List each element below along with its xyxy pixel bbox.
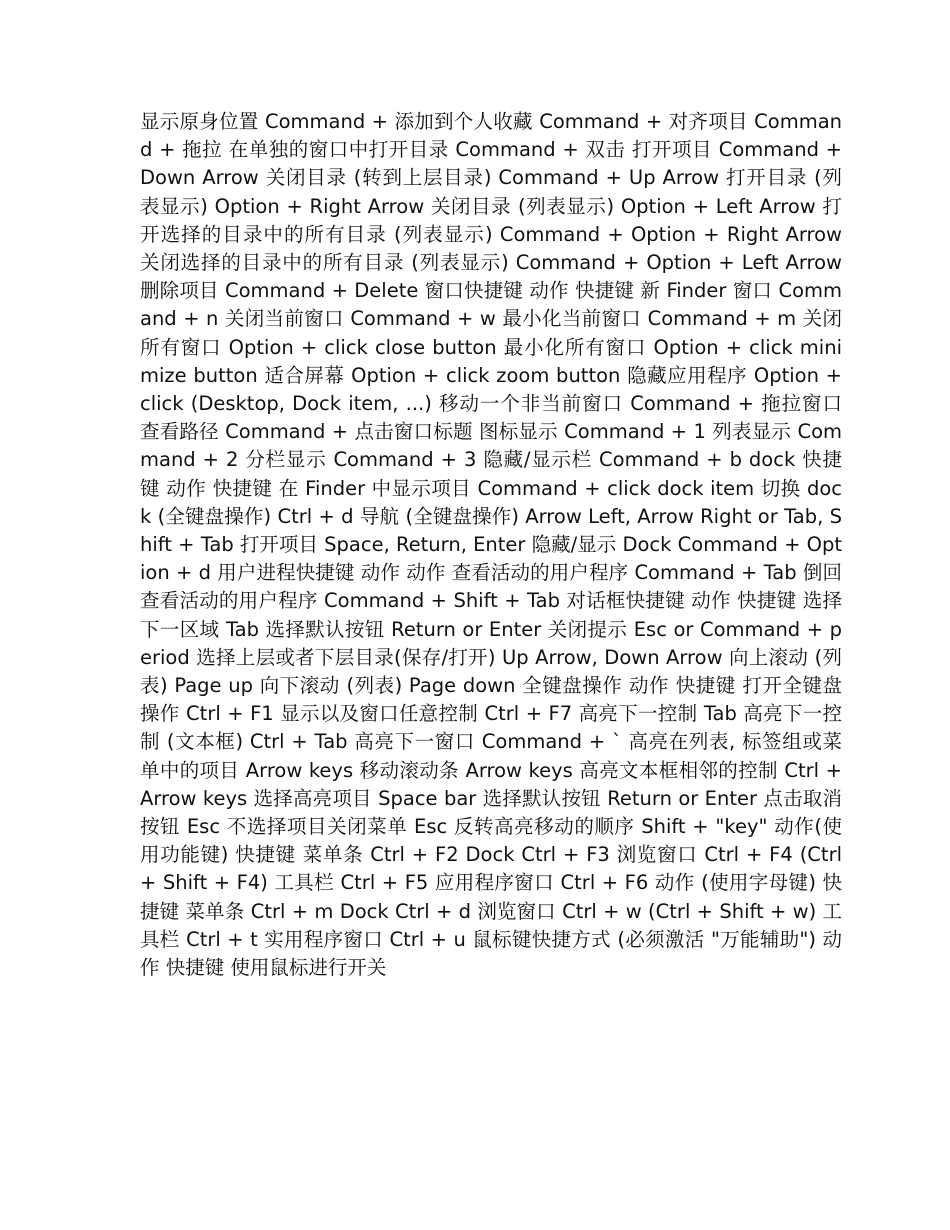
shortcut-reference-text: 显示原身位置 Command + 添加到个人收藏 Command + 对齐项目 Command + 拖拉 在单独的窗口中打开目录 Command + 双击 打开项目 Command + Down Arrow 关闭目录 (转到上层目录) Command + Up Arrow 打开目录 (列表显示) Option + Right Arrow 关闭目录 (列表显示) Option + Left Arrow 打开选择的目录中的所有目录 (列表显示) Command + Option + Right Arrow 关闭选择的目录中的所有目录 (列表显示) Command + Option + Left Arrow 删除项目 Command + Delete 窗口快捷键 动作 快捷键 新 Finder 窗口 Command + n 关闭当前窗口 Command + w 最小化当前窗口 Command + m 关闭所有窗口 Option + click close button 最小化所有窗口 Option + click minimize button 适合屏幕 Option + click zoom button 隐藏应用程序 Option + click (Desktop, Dock item, ...) 移动一个非当前窗口 Command + 拖拉窗口 查看路径 Command + 点击窗口标题 图标显示 Command + 1 列表显示 Command + 2 分栏显示 Command + 3 隐藏/显示栏 Command + b dock 快捷键 动作 快捷键 在 Finder 中显示项目 Command + click dock item 切换 dock (全键盘操作) Ctrl + d 导航 (全键盘操作) Arrow Left, Arrow Right or Tab, Shift + Tab 打开项目 Space, Return, Enter 隐藏/显示 Dock Command + Option + d 用户进程快捷键 动作 动作 查看活动的用户程序 Command + Tab 倒回查看活动的用户程序 Command + Shift + Tab 对话框快捷键 动作 快捷键 选择下一区域 Tab 选择默认按钮 Return or Enter 关闭提示 Esc or Command + period 选择上层或者下层目录(保存/打开) Up Arrow, Down Arrow 向上滚动 (列表) Page up 向下滚动 (列表) Page down 全键盘操作 动作 快捷键 打开全键盘操作 Ctrl + F1 显示以及窗口任意控制 Ctrl + F7 高亮下一控制 Tab 高亮下一控制 (文本框) Ctrl + Tab 高亮下一窗口 Command + ` 高亮在列表, 标签组或菜单中的项目 Arrow keys 移动滚动条 Arrow keys 高亮文本框相邻的控制 Ctrl + Arrow keys 选择高亮项目 Space bar 选择默认按钮 Return or Enter 点击取消按钮 Esc 不选择项目关闭菜单 Esc 反转高亮移动的顺序 Shift + "key" 动作(使用功能键) 快捷键 菜单条 Ctrl + F2 Dock Ctrl + F3 浏览窗口 Ctrl + F4 (Ctrl + Shift + F4) 工具栏 Ctrl + F5 应用程序窗口 Ctrl + F6 动作 (使用字母键) 快捷键 菜单条 Ctrl + m Dock Ctrl + d 浏览窗口 Ctrl + w (Ctrl + Shift + w) 工具栏 Ctrl + t 实用程序窗口 Ctrl + u 鼠标键快捷方式 (必须激活 "万能辅助") 动作 快捷键 使用鼠标进行开关 (140, 110, 842, 980)
